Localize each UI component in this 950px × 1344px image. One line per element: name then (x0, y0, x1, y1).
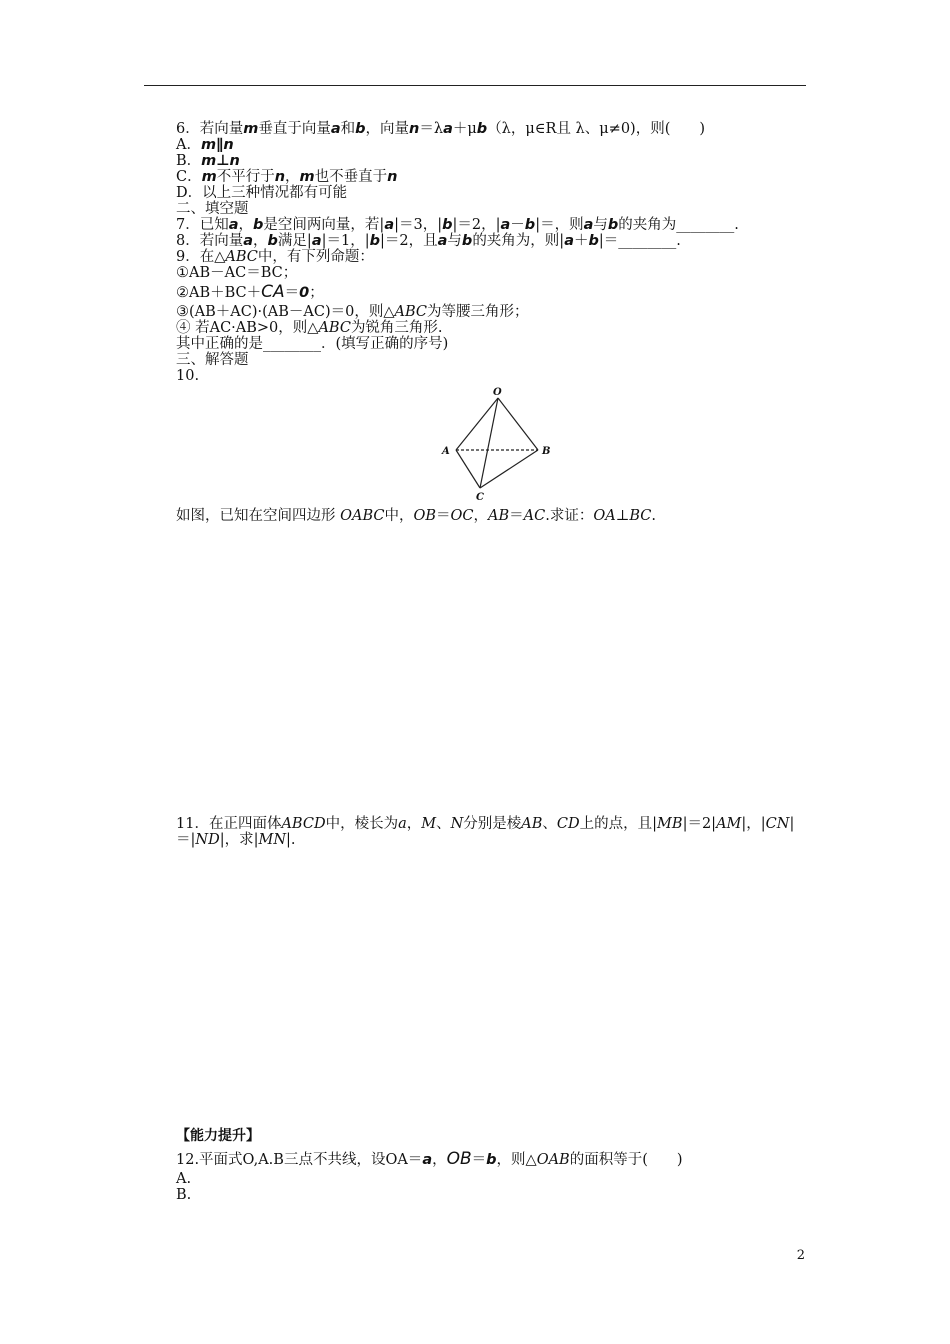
q6-option-c: C．m不平行于n，m也不垂直于n (176, 169, 398, 185)
edge-bc (480, 450, 538, 488)
label-b: B (542, 446, 551, 457)
q6-option-b: B．m⊥n (176, 153, 240, 169)
q11-answer-space (176, 848, 806, 1128)
q9-item-2: ②AB＋BC＋CA＝0； (176, 282, 324, 302)
document-body (176, 121, 806, 1203)
edge-ac (456, 450, 480, 488)
q10-number: 10. (176, 368, 200, 384)
q9-item-3: ③(AB＋AC)·(AB－AC)＝0，则△ABC为等腰三角形； (176, 304, 529, 320)
label-c: C (476, 492, 484, 503)
q12-stem: 12.平面式O,A.B三点不共线，设OA＝a，OB＝b，则△OAB的面积等于( ) (176, 1149, 683, 1169)
q8-stem: 8．若向量a，b满足|a|＝1，|b|＝2，且a与b的夹角为，则|a＋b|＝________. (176, 233, 681, 249)
q6-option-d: D．以上三种情况都有可能 (176, 185, 348, 201)
section-heading-solve: 三、解答题 (176, 352, 249, 368)
tetrahedron-diagram (438, 386, 558, 506)
edge-ob (498, 398, 538, 450)
page-number: 2 (796, 1248, 805, 1263)
q9-item-1: ①AB－AC＝BC； (176, 265, 298, 281)
q10-stem: 如图，已知在空间四边形 OABC中，OB＝OC，AB＝AC.求证：OA⊥BC. (176, 508, 656, 524)
q12-option-b: B. (176, 1187, 192, 1203)
q12-option-a: A. (176, 1171, 192, 1187)
q10-answer-space (176, 524, 806, 816)
edge-oa (456, 398, 498, 450)
label-a: A (442, 446, 450, 457)
q9-item-4: ④ 若AC·AB>0，则△ABC为锐角三角形. (176, 320, 443, 336)
q11-stem-line1: 11．在正四面体ABCD中，棱长为a，M、N分别是棱AB、CD上的点，且|MB|＝2|AM|，|CN| (176, 816, 795, 832)
q11-stem-line2: ＝|ND|，求|MN|. (176, 832, 296, 848)
q9-answer-prompt: 其中正确的是________．(填写正确的序号) (176, 336, 449, 352)
header-rule (144, 85, 806, 86)
q7-stem: 7．已知a，b是空间两向量，若|a|＝3，|b|＝2，|a－b|＝，则a与b的夹角为________. (176, 217, 739, 233)
edge-oc (480, 398, 498, 488)
q9-stem: 9．在△ABC中，有下列命题： (176, 249, 374, 265)
tetrahedron-figure (176, 386, 806, 508)
q6-option-a: A．m∥n (176, 137, 234, 153)
q6-stem: 6．若向量m垂直于向量a和b，向量n＝λa＋μb（λ，μ∈R且 λ、μ≠0)，则( ) (176, 121, 706, 137)
section-heading-fill-in: 二、填空题 (176, 201, 249, 217)
label-o: O (493, 387, 502, 398)
section-heading-ability: 【能力提升】 (176, 1128, 260, 1144)
